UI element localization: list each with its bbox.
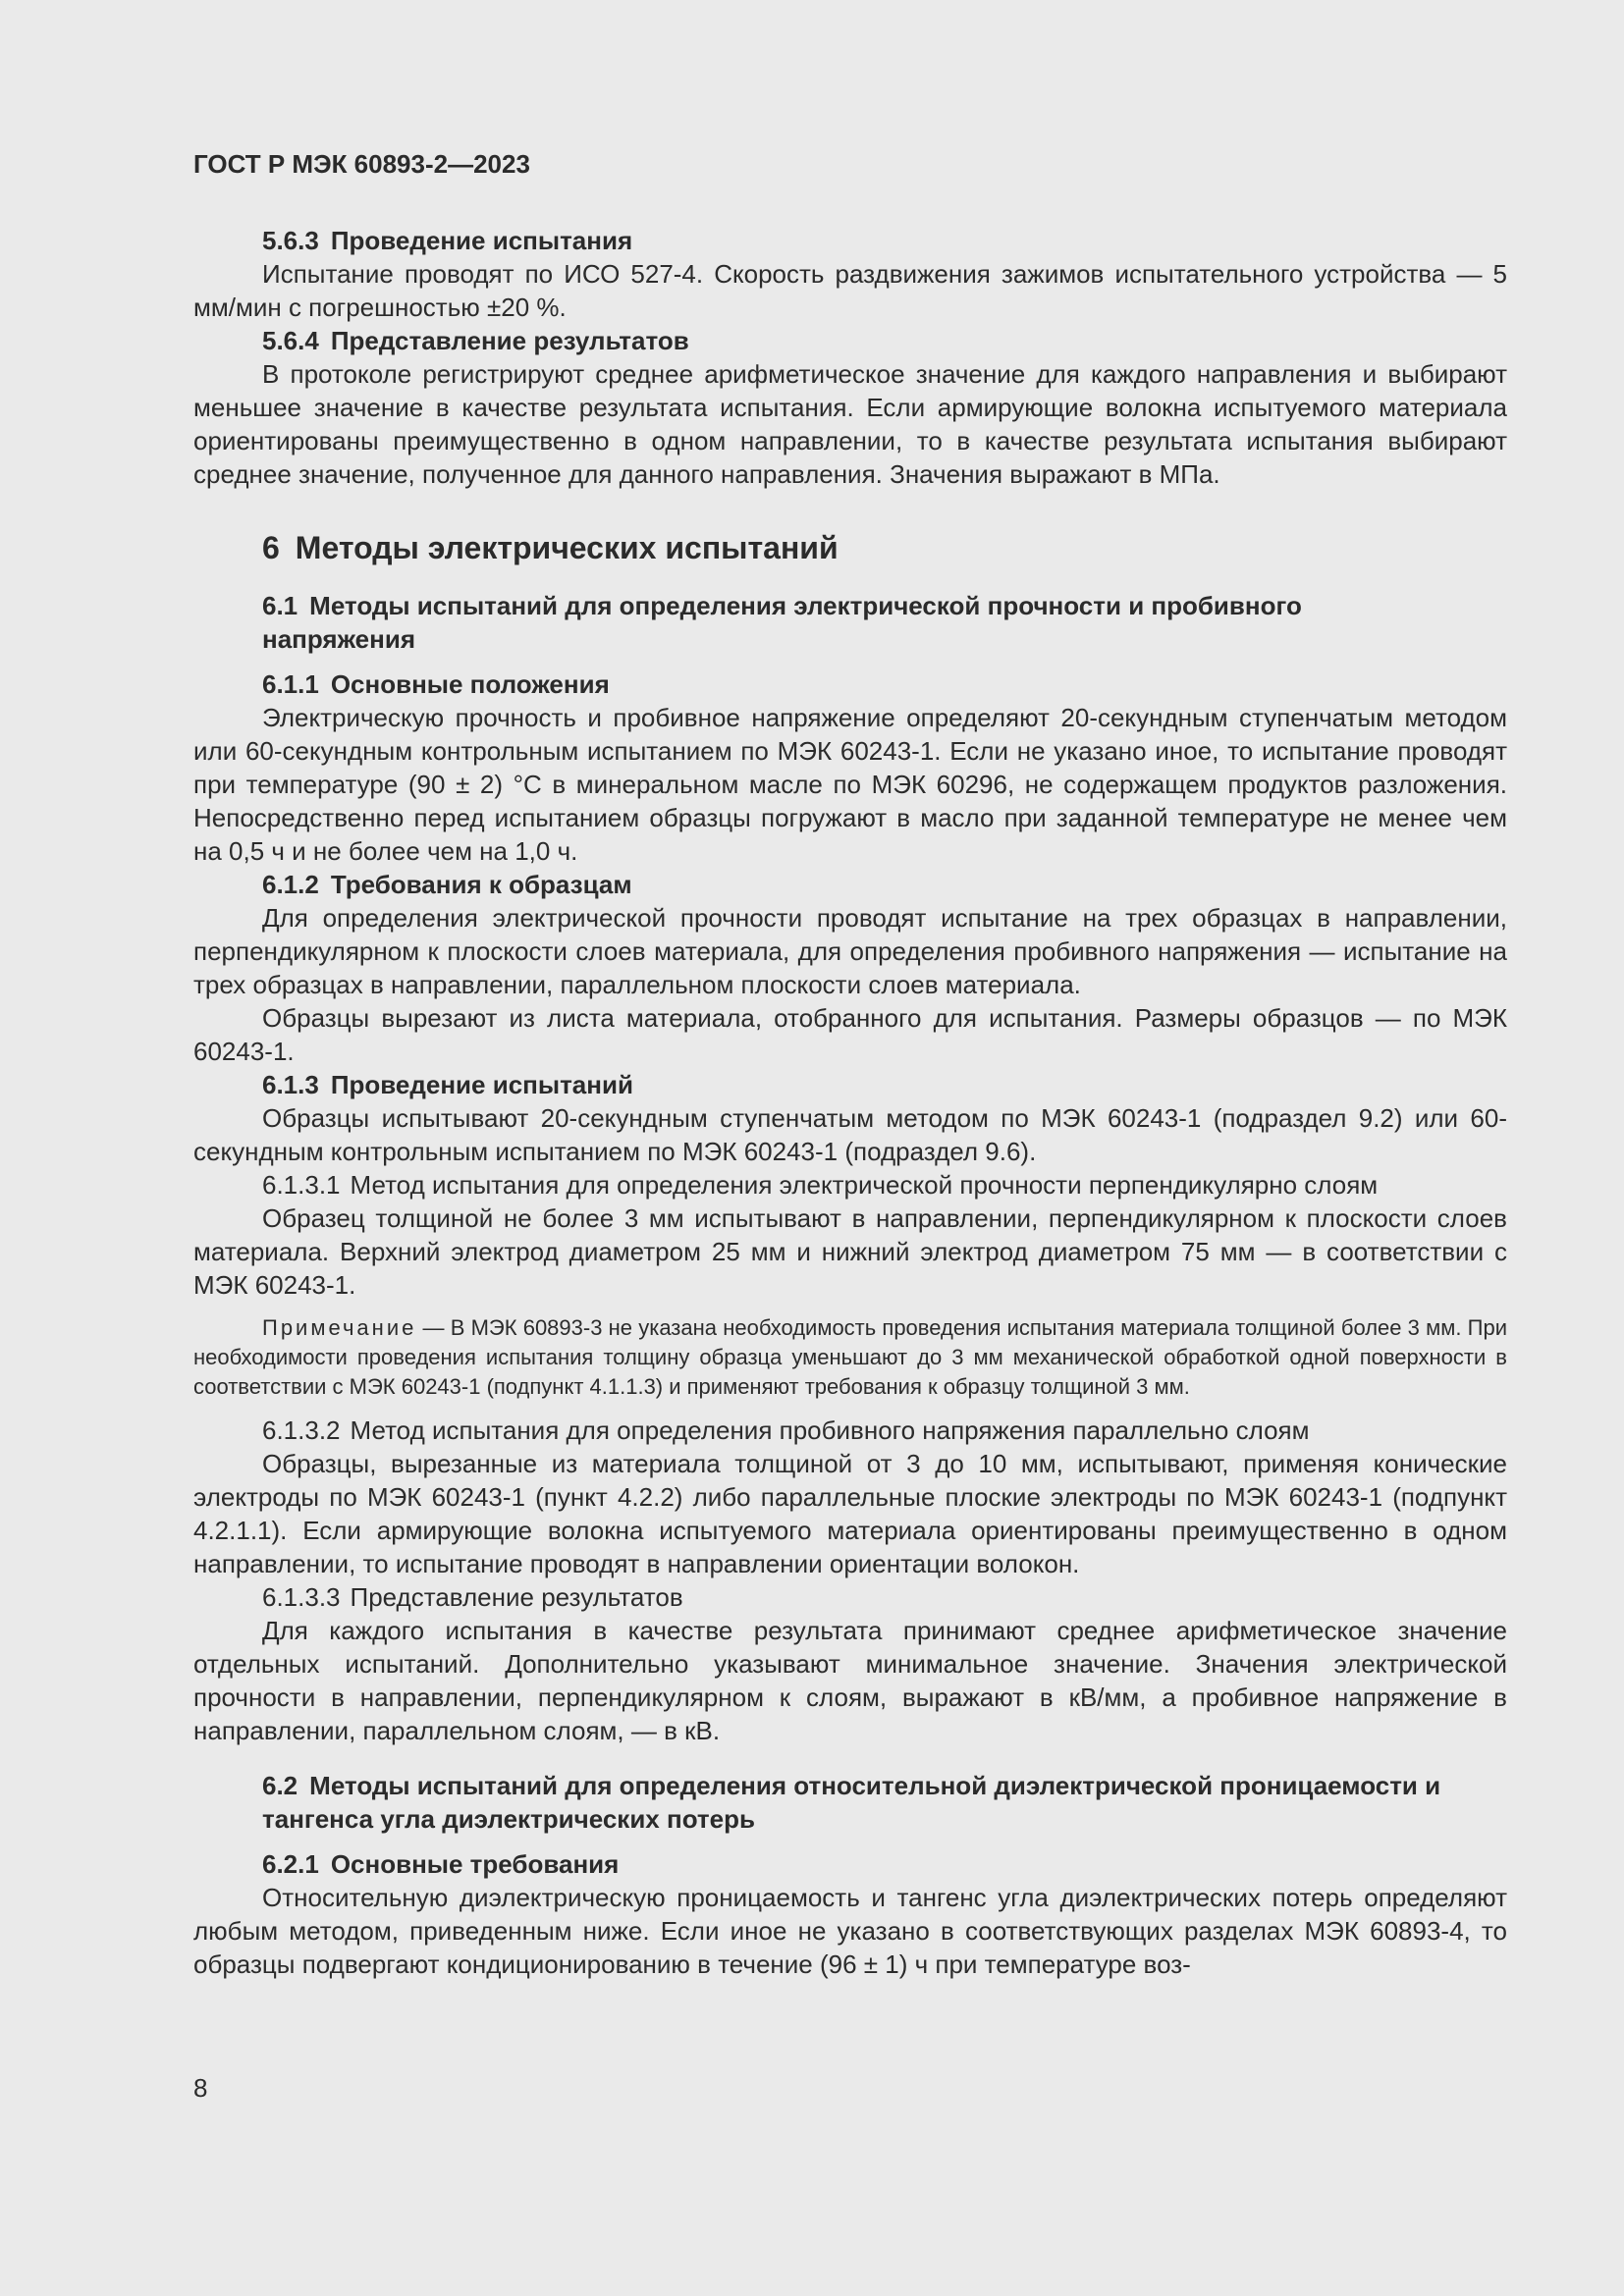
paragraph: Образцы испытывают 20-секундным ступенчатым методом по МЭК 60243-1 (подраздел 9.2) или 60-секундным контрольным испытанием по МЭК 60243-1 (подраздел 9.6). [193, 1103, 1507, 1166]
heading-6-2: 6.2 Методы испытаний для определения относительной диэлектрической проницаемости и тангенса угла диэлектрических потерь [262, 1771, 1441, 1834]
paragraph: В протоколе регистрируют среднее арифметическое значение для каждого направления и выбирают меньшее значение в качестве результата испытания. Если армирующие волокна испытуемого материала ориентированы преимущественно в одном направлении, то в качестве результата испытания выбирают среднее значение, полученное для данного направления. Значения выражают в МПа. [193, 359, 1507, 489]
heading-6-1-3-2: 6.1.3.2 Метод испытания для определения пробивного напряжения параллельно слоям [262, 1415, 1310, 1445]
paragraph: Образцы вырезают из листа материала, отобранного для испытания. Размеры образцов — по МЭК 60243-1. [193, 1003, 1507, 1066]
heading-6-2-1: 6.2.1 Основные требования [262, 1849, 620, 1879]
heading-5-6-3: 5.6.3 Проведение испытания [262, 226, 633, 255]
paragraph: Испытание проводят по ИСО 527-4. Скорость раздвижения зажимов испытательного устройства — 5 мм/мин с погрешностью ±20 %. [193, 259, 1507, 322]
paragraph: Образцы, вырезанные из материала толщиной от 3 до 10 мм, испытывают, применяя конические электроды по МЭК 60243-1 (пункт 4.2.2) либо параллельные плоские электроды по МЭК 60243-1 (подпункт 4.2.1.1). Если армирующие волокна испытуемого материала ориентированы преимущественно в одном направлении, то испытание проводят в направлении ориентации волокон. [193, 1449, 1507, 1578]
heading-6-1-3-3: 6.1.3.3 Представление результатов [262, 1582, 683, 1612]
paragraph: Для определения электрической прочности проводят испытание на трех образцах в направлении, перпендикулярном к плоскости слоев материала, для определения пробивного напряжения — испытание на трех образцах в направлении, параллельном плоскости слоев материала. [193, 903, 1507, 999]
heading-6-1-2: 6.1.2 Требования к образцам [262, 870, 632, 899]
paragraph: Для каждого испытания в качестве результата принимают среднее арифметическое значение отдельных испытаний. Дополнительно указывают минимальное значение. Значения электрической прочности в направлении, перпендикулярном к слоям, выражают в кВ/мм, а пробивное напряжение в направлении, параллельном слоям, — в кВ. [193, 1616, 1507, 1745]
paragraph: Относительную диэлектрическую проницаемость и тангенс угла диэлектрических потерь определяют любым методом, приведенным ниже. Если иное не указано в соответствующих разделах МЭК 60893-4, то образцы подвергают кондиционированию в течение (96 ± 1) ч при температуре воз- [193, 1883, 1507, 1979]
heading-6-1-3-1: 6.1.3.1 Метод испытания для определения электрической прочности перпендикулярно слоям [262, 1170, 1379, 1200]
note: Примечание — В МЭК 60893-3 не указана необходимость проведения испытания материала толщиной более 3 мм. При необходимости проведения испытания толщину образца уменьшают до 3 мм механической обработкой одной поверхности в соответствии с МЭК 60243-1 (подпункт 4.1.1.3) и применяют требования к образцу толщиной 3 мм. [193, 1315, 1507, 1399]
heading-6-1: 6.1 Методы испытаний для определения электрической прочности и пробивного напряжения [262, 591, 1302, 654]
section-6-title: 6 Методы электрических испытаний [262, 530, 839, 565]
heading-6-1-1: 6.1.1 Основные положения [262, 669, 610, 699]
page-content [193, 224, 1507, 1981]
document-header: ГОСТ Р МЭК 60893-2—2023 [193, 149, 530, 179]
heading-6-1-3: 6.1.3 Проведение испытаний [262, 1070, 633, 1099]
paragraph: Образец толщиной не более 3 мм испытывают в направлении, перпендикулярном к плоскости слоев материала. Верхний электрод диаметром 25 мм и нижний электрод диаметром 75 мм — в соответствии с МЭК 60243-1. [193, 1203, 1507, 1300]
page-number: 8 [193, 2073, 208, 2103]
heading-5-6-4: 5.6.4 Представление результатов [262, 326, 689, 355]
paragraph: Электрическую прочность и пробивное напряжение определяют 20-секундным ступенчатым методом или 60-секундным контрольным испытанием по МЭК 60243-1. Если не указано иное, то испытание проводят при температуре (90 ± 2) °C в минеральном масле по МЭК 60296, не содержащем продуктов разложения. Непосредственно перед испытанием образцы погружают в масло при заданной температуре не менее чем на 0,5 ч и не более чем на 1,0 ч. [193, 703, 1507, 866]
